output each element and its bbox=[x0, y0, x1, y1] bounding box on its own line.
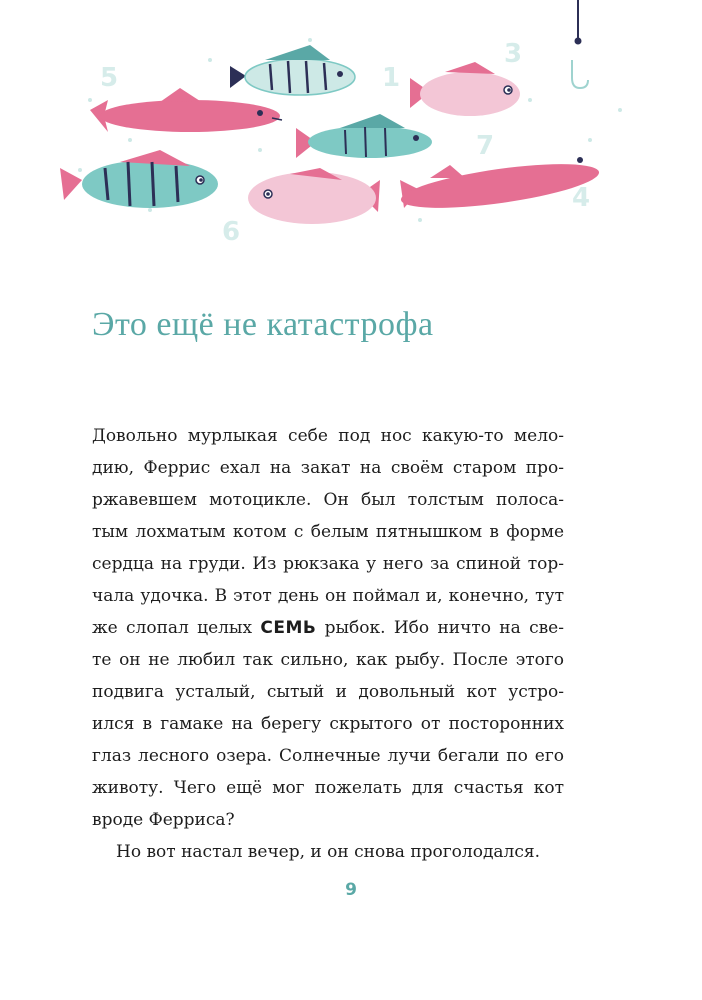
text-line: чала удочка. В этот день он поймал и, конечно, тут bbox=[92, 586, 564, 606]
paragraph-2: Но вот настал вечер, и он снова проголодался. bbox=[116, 842, 541, 862]
text-line: Довольно мурлыкая себе под нос какую-то мело- bbox=[92, 426, 564, 446]
bg-number-1: 1 bbox=[382, 63, 401, 93]
bg-number-5: 5 bbox=[100, 63, 119, 93]
fish-pike-pink bbox=[90, 88, 282, 132]
fish-perch-teal bbox=[230, 45, 355, 95]
bg-number-4: 4 bbox=[572, 183, 591, 213]
page-number: 9 bbox=[345, 880, 357, 900]
emphasized-word: СЕМЬ bbox=[260, 618, 317, 638]
text-fragment: же слопал целых bbox=[92, 618, 253, 638]
chapter-title: Это ещё не катастрофа bbox=[92, 306, 434, 343]
text-line-emphasis bbox=[92, 612, 564, 644]
text-line: животу. Чего ещё мог пожелать для счастья кот bbox=[92, 778, 564, 798]
fish-pike-right bbox=[399, 155, 602, 217]
fishing-hook-icon bbox=[572, 0, 588, 88]
fish-illustration bbox=[60, 0, 660, 250]
text-line: ржавевшем мотоцикле. Он был толстым полоса- bbox=[92, 490, 564, 510]
fish-carp-bottom bbox=[248, 168, 380, 224]
text-line: вроде Ферриса? bbox=[92, 810, 235, 830]
body-text bbox=[92, 420, 564, 868]
text-line: ился в гамаке на берегу скрытого от посторонних bbox=[92, 714, 564, 734]
fish-perch-middle bbox=[296, 114, 432, 158]
fish-perch-bottom bbox=[60, 150, 218, 208]
text-fragment: рыбок. Ибо ничто на све- bbox=[324, 618, 564, 638]
text-line: подвига усталый, сытый и довольный кот устро- bbox=[92, 682, 564, 702]
text-line: те он не любил так сильно, как рыбу. После этого bbox=[92, 650, 564, 670]
bg-number-7: 7 bbox=[476, 131, 495, 161]
bg-number-3: 3 bbox=[504, 39, 523, 69]
text-line: глаз лесного озера. Солнечные лучи бегали по его bbox=[92, 746, 564, 766]
text-line: тым лохматым котом с белым пятнышком в форме bbox=[92, 522, 564, 542]
text-line: дию, Феррис ехал на закат на своём старом про- bbox=[92, 458, 564, 478]
text-line: сердца на груди. Из рюкзака у него за спиной тор- bbox=[92, 554, 564, 574]
bg-number-6: 6 bbox=[222, 217, 241, 247]
fish-carp-pink bbox=[410, 62, 520, 116]
